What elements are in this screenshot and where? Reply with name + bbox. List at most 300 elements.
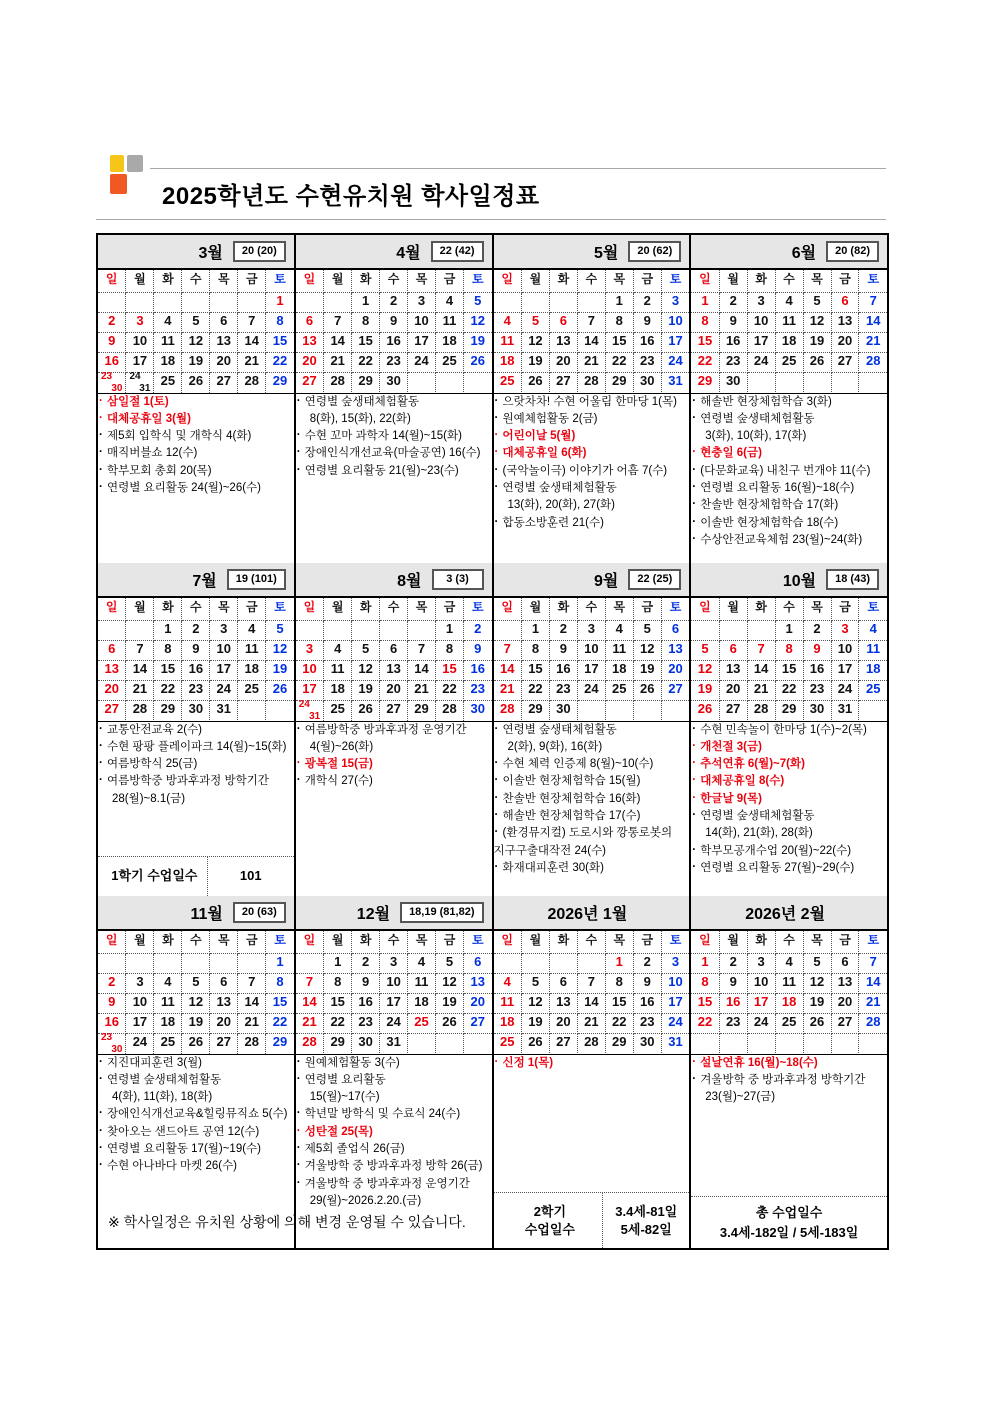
- day-cell[interactable]: 2: [380, 292, 408, 312]
- day-cell[interactable]: 28: [577, 372, 605, 392]
- day-cell[interactable]: 9: [719, 312, 747, 332]
- day-cell[interactable]: 6: [98, 640, 126, 660]
- day-cell[interactable]: 29: [154, 700, 182, 720]
- day-cell[interactable]: 9: [719, 973, 747, 993]
- day-cell[interactable]: 29: [605, 372, 633, 392]
- day-cell[interactable]: 30: [803, 700, 831, 720]
- day-cell[interactable]: 5: [266, 620, 294, 640]
- day-cell[interactable]: 2: [98, 973, 126, 993]
- day-cell[interactable]: 7: [408, 640, 436, 660]
- day-cell[interactable]: 1: [324, 953, 352, 973]
- day-cell[interactable]: 12: [803, 312, 831, 332]
- day-cell[interactable]: 25: [154, 372, 182, 393]
- day-cell[interactable]: 10: [126, 993, 154, 1013]
- day-cell[interactable]: 12: [691, 660, 719, 680]
- day-cell[interactable]: 1: [691, 953, 719, 973]
- day-cell[interactable]: 12: [463, 312, 491, 332]
- day-cell[interactable]: 28: [296, 1033, 324, 1053]
- day-cell[interactable]: 25: [859, 680, 887, 700]
- day-cell[interactable]: 2: [633, 953, 661, 973]
- day-cell[interactable]: 5: [436, 953, 464, 973]
- day-cell[interactable]: 31: [668, 372, 683, 388]
- day-cell[interactable]: 22: [436, 680, 464, 700]
- day-cell[interactable]: 19: [182, 1013, 210, 1033]
- day-cell[interactable]: 25: [494, 1033, 522, 1053]
- day-cell[interactable]: 26: [521, 372, 549, 392]
- day-cell[interactable]: 7: [859, 953, 887, 973]
- day-cell[interactable]: 9: [633, 973, 661, 993]
- day-cell[interactable]: 28: [238, 372, 266, 393]
- day-cell[interactable]: 15: [691, 332, 719, 352]
- day-cell[interactable]: 17: [126, 352, 154, 372]
- day-cell[interactable]: 10: [661, 312, 689, 332]
- day-cell[interactable]: 22: [605, 1013, 633, 1033]
- day-cell[interactable]: 10: [126, 332, 154, 352]
- day-cell[interactable]: 19: [633, 660, 661, 680]
- day-cell[interactable]: 27: [831, 352, 859, 372]
- day-cell[interactable]: 24: [747, 352, 775, 372]
- day-cell[interactable]: 3: [747, 292, 775, 312]
- day-cell[interactable]: 21: [324, 352, 352, 372]
- day-cell[interactable]: 30: [380, 372, 408, 392]
- day-cell[interactable]: 26: [521, 1033, 549, 1053]
- day-cell[interactable]: 28: [126, 700, 154, 720]
- day-cell[interactable]: 31: [380, 1033, 408, 1053]
- day-cell[interactable]: 16: [463, 660, 491, 680]
- day-cell[interactable]: 3: [408, 292, 436, 312]
- day-cell[interactable]: 4: [605, 620, 633, 640]
- day-cell[interactable]: 25: [775, 1013, 803, 1033]
- day-cell[interactable]: 16: [98, 1013, 126, 1033]
- day-cell[interactable]: 20: [463, 993, 491, 1013]
- day-cell[interactable]: 30: [352, 1033, 380, 1053]
- day-cell[interactable]: 27: [549, 1033, 577, 1053]
- day-cell[interactable]: 2: [719, 292, 747, 312]
- day-cell[interactable]: 13: [463, 973, 491, 993]
- day-cell[interactable]: 19: [352, 680, 380, 700]
- day-cell[interactable]: 22: [324, 1013, 352, 1033]
- day-cell[interactable]: 16: [803, 660, 831, 680]
- day-cell[interactable]: 13: [831, 973, 859, 993]
- day-cell[interactable]: 18: [408, 993, 436, 1013]
- day-cell[interactable]: 21: [126, 680, 154, 700]
- day-cell[interactable]: 15: [436, 660, 464, 680]
- day-cell[interactable]: 15: [775, 660, 803, 680]
- day-cell[interactable]: 18: [238, 660, 266, 680]
- day-cell[interactable]: 29: [352, 372, 380, 392]
- day-cell[interactable]: 4: [238, 620, 266, 640]
- day-cell[interactable]: 21: [296, 1013, 324, 1033]
- day-cell[interactable]: 21: [577, 352, 605, 372]
- day-cell[interactable]: 11: [408, 973, 436, 993]
- day-cell[interactable]: 4: [408, 953, 436, 973]
- day-cell[interactable]: 20: [831, 993, 859, 1013]
- day-cell[interactable]: 27: [463, 1013, 491, 1033]
- day-cell[interactable]: 27: [210, 372, 238, 393]
- day-cell[interactable]: 17: [126, 1013, 154, 1033]
- day-cell[interactable]: 16: [380, 332, 408, 352]
- day-cell[interactable]: 21: [577, 1013, 605, 1033]
- day-cell[interactable]: 29: [521, 700, 549, 720]
- day-cell[interactable]: 25: [494, 372, 522, 392]
- day-cell[interactable]: 12: [521, 993, 549, 1013]
- day-cell[interactable]: 25: [154, 1033, 182, 1054]
- day-cell[interactable]: 7: [577, 973, 605, 993]
- day-cell[interactable]: 29: [691, 372, 719, 392]
- day-cell[interactable]: 28: [577, 1033, 605, 1053]
- day-cell[interactable]: 14: [577, 332, 605, 352]
- day-cell[interactable]: 13: [210, 332, 238, 352]
- day-cell[interactable]: 18: [605, 660, 633, 680]
- day-cell[interactable]: 28: [859, 1013, 887, 1033]
- day-cell[interactable]: 20: [831, 332, 859, 352]
- day-cell[interactable]: 14: [747, 660, 775, 680]
- day-cell[interactable]: 14: [126, 660, 154, 680]
- day-cell[interactable]: 15: [352, 332, 380, 352]
- day-cell[interactable]: 14: [859, 973, 887, 993]
- day-cell[interactable]: 17: [577, 660, 605, 680]
- day-cell[interactable]: 10: [661, 973, 689, 993]
- day-cell[interactable]: 4: [154, 312, 182, 332]
- day-cell[interactable]: 23 30: [98, 372, 126, 393]
- day-cell[interactable]: 10: [831, 640, 859, 660]
- day-cell[interactable]: 18: [775, 332, 803, 352]
- day-cell[interactable]: 1: [352, 292, 380, 312]
- day-cell[interactable]: 8: [691, 973, 719, 993]
- day-cell[interactable]: 15: [691, 993, 719, 1013]
- day-cell[interactable]: 31: [668, 1033, 683, 1049]
- day-cell[interactable]: 23: [463, 680, 491, 700]
- day-cell[interactable]: 24 31: [296, 700, 324, 721]
- day-cell[interactable]: 26: [803, 1013, 831, 1033]
- day-cell[interactable]: 17: [408, 332, 436, 352]
- day-cell[interactable]: 8: [691, 312, 719, 332]
- day-cell[interactable]: 6: [831, 292, 859, 312]
- day-cell[interactable]: 3: [831, 620, 859, 640]
- day-cell[interactable]: 18: [494, 1013, 522, 1033]
- day-cell[interactable]: 21: [408, 680, 436, 700]
- day-cell[interactable]: 14: [238, 993, 266, 1013]
- day-cell[interactable]: 23 30: [98, 1033, 126, 1054]
- day-cell[interactable]: 17: [661, 332, 689, 352]
- day-cell[interactable]: 30: [182, 700, 210, 720]
- day-cell[interactable]: 4: [436, 292, 464, 312]
- day-cell[interactable]: 24: [747, 1013, 775, 1033]
- day-cell[interactable]: 6: [549, 973, 577, 993]
- day-cell[interactable]: 11: [324, 660, 352, 680]
- day-cell[interactable]: 4: [775, 953, 803, 973]
- day-cell[interactable]: 3: [661, 953, 689, 973]
- day-cell[interactable]: 21: [494, 680, 522, 700]
- day-cell[interactable]: 12: [633, 640, 661, 660]
- day-cell[interactable]: 23: [719, 352, 747, 372]
- day-cell[interactable]: 27: [210, 1033, 238, 1054]
- day-cell[interactable]: 1: [154, 620, 182, 640]
- day-cell[interactable]: 21: [859, 993, 887, 1013]
- day-cell[interactable]: 30: [470, 700, 485, 716]
- day-cell[interactable]: 30: [633, 1033, 661, 1053]
- day-cell[interactable]: 22: [266, 1013, 294, 1033]
- day-cell[interactable]: 26: [463, 352, 491, 372]
- day-cell[interactable]: 26: [803, 352, 831, 372]
- day-cell[interactable]: 17: [210, 660, 238, 680]
- day-cell[interactable]: 23: [633, 352, 661, 372]
- day-cell[interactable]: 30: [549, 700, 577, 720]
- day-cell[interactable]: 25: [408, 1013, 436, 1033]
- day-cell[interactable]: 25: [775, 352, 803, 372]
- day-cell[interactable]: 15: [266, 993, 294, 1013]
- day-cell[interactable]: 8: [324, 973, 352, 993]
- day-cell[interactable]: 2: [803, 620, 831, 640]
- day-cell[interactable]: 4: [494, 312, 522, 332]
- day-cell[interactable]: 19: [436, 993, 464, 1013]
- day-cell[interactable]: 27: [549, 372, 577, 392]
- day-cell[interactable]: 2: [549, 620, 577, 640]
- day-cell[interactable]: 15: [521, 660, 549, 680]
- day-cell[interactable]: 28: [859, 352, 887, 372]
- day-cell[interactable]: 24: [380, 1013, 408, 1033]
- day-cell[interactable]: 16: [719, 993, 747, 1013]
- day-cell[interactable]: 7: [494, 640, 522, 660]
- day-cell[interactable]: 11: [775, 312, 803, 332]
- day-cell[interactable]: 10: [408, 312, 436, 332]
- day-cell[interactable]: 29: [605, 1033, 633, 1053]
- day-cell[interactable]: 24: [210, 680, 238, 700]
- day-cell[interactable]: 16: [352, 993, 380, 1013]
- day-cell[interactable]: 22: [266, 352, 294, 372]
- day-cell[interactable]: 13: [549, 332, 577, 352]
- day-cell[interactable]: 4: [859, 620, 887, 640]
- day-cell[interactable]: 15: [605, 332, 633, 352]
- day-cell[interactable]: 3: [661, 292, 689, 312]
- day-cell[interactable]: 26: [691, 700, 719, 720]
- day-cell[interactable]: 10: [577, 640, 605, 660]
- day-cell[interactable]: 20: [661, 660, 689, 680]
- day-cell[interactable]: 1: [436, 620, 464, 640]
- day-cell[interactable]: 25: [436, 352, 464, 372]
- day-cell[interactable]: 25: [605, 680, 633, 700]
- day-cell[interactable]: 28: [436, 700, 464, 721]
- day-cell[interactable]: 5: [521, 312, 549, 332]
- day-cell[interactable]: 6: [719, 640, 747, 660]
- day-cell[interactable]: 12: [352, 660, 380, 680]
- day-cell[interactable]: 1: [775, 620, 803, 640]
- day-cell[interactable]: 26: [352, 700, 380, 721]
- day-cell[interactable]: 3: [577, 620, 605, 640]
- day-cell[interactable]: 15: [266, 332, 294, 352]
- day-cell[interactable]: 16: [549, 660, 577, 680]
- day-cell[interactable]: 2: [719, 953, 747, 973]
- day-cell[interactable]: 29: [775, 700, 803, 720]
- day-cell[interactable]: 25: [238, 680, 266, 700]
- day-cell[interactable]: 8: [352, 312, 380, 332]
- day-cell[interactable]: 13: [380, 660, 408, 680]
- day-cell[interactable]: 18: [436, 332, 464, 352]
- day-cell[interactable]: 27: [296, 372, 324, 392]
- day-cell[interactable]: 19: [803, 993, 831, 1013]
- day-cell[interactable]: 26: [266, 680, 294, 700]
- day-cell[interactable]: 14: [324, 332, 352, 352]
- day-cell[interactable]: 13: [98, 660, 126, 680]
- day-cell[interactable]: 6: [661, 620, 689, 640]
- day-cell[interactable]: 19: [691, 680, 719, 700]
- day-cell[interactable]: 7: [747, 640, 775, 660]
- day-cell[interactable]: 24 31: [126, 372, 154, 393]
- day-cell[interactable]: 22: [775, 680, 803, 700]
- day-cell[interactable]: 29: [324, 1033, 352, 1053]
- day-cell[interactable]: 6: [380, 640, 408, 660]
- day-cell[interactable]: 15: [324, 993, 352, 1013]
- day-cell[interactable]: 19: [463, 332, 491, 352]
- day-cell[interactable]: 25: [324, 700, 352, 721]
- day-cell[interactable]: 10: [747, 312, 775, 332]
- day-cell[interactable]: 21: [747, 680, 775, 700]
- day-cell[interactable]: 22: [691, 1013, 719, 1033]
- day-cell[interactable]: 14: [859, 312, 887, 332]
- day-cell[interactable]: 7: [126, 640, 154, 660]
- day-cell[interactable]: 14: [238, 332, 266, 352]
- day-cell[interactable]: 6: [831, 953, 859, 973]
- day-cell[interactable]: 20: [719, 680, 747, 700]
- day-cell[interactable]: 4: [775, 292, 803, 312]
- day-cell[interactable]: 12: [521, 332, 549, 352]
- day-cell[interactable]: 26: [182, 372, 210, 393]
- day-cell[interactable]: 9: [549, 640, 577, 660]
- day-cell[interactable]: 21: [238, 352, 266, 372]
- day-cell[interactable]: 6: [296, 312, 324, 332]
- day-cell[interactable]: 6: [210, 973, 238, 993]
- day-cell[interactable]: 8: [266, 973, 294, 993]
- day-cell[interactable]: 11: [494, 993, 522, 1013]
- day-cell[interactable]: 24: [831, 680, 859, 700]
- day-cell[interactable]: 17: [747, 993, 775, 1013]
- day-cell[interactable]: 17: [296, 680, 324, 700]
- day-cell[interactable]: 15: [154, 660, 182, 680]
- day-cell[interactable]: 30: [719, 372, 747, 392]
- day-cell[interactable]: 13: [549, 993, 577, 1013]
- day-cell[interactable]: 14: [296, 993, 324, 1013]
- day-cell[interactable]: 8: [154, 640, 182, 660]
- day-cell[interactable]: 22: [605, 352, 633, 372]
- day-cell[interactable]: 28: [238, 1033, 266, 1054]
- day-cell[interactable]: 1: [691, 292, 719, 312]
- day-cell[interactable]: 22: [154, 680, 182, 700]
- day-cell[interactable]: 24: [408, 352, 436, 372]
- day-cell[interactable]: 7: [859, 292, 887, 312]
- day-cell[interactable]: 2: [352, 953, 380, 973]
- day-cell[interactable]: 8: [605, 312, 633, 332]
- day-cell[interactable]: 20: [296, 352, 324, 372]
- day-cell[interactable]: 11: [605, 640, 633, 660]
- day-cell[interactable]: 12: [436, 973, 464, 993]
- day-cell[interactable]: 19: [521, 352, 549, 372]
- day-cell[interactable]: 5: [633, 620, 661, 640]
- day-cell[interactable]: 6: [210, 312, 238, 332]
- day-cell[interactable]: 13: [661, 640, 689, 660]
- day-cell[interactable]: 24: [577, 680, 605, 700]
- day-cell[interactable]: 9: [98, 332, 126, 352]
- day-cell[interactable]: 5: [803, 292, 831, 312]
- day-cell[interactable]: 27: [98, 700, 126, 720]
- day-cell[interactable]: 12: [182, 332, 210, 352]
- day-cell[interactable]: 27: [831, 1013, 859, 1033]
- day-cell[interactable]: 2: [633, 292, 661, 312]
- day-cell[interactable]: 3: [296, 640, 324, 660]
- day-cell[interactable]: 15: [605, 993, 633, 1013]
- day-cell[interactable]: 14: [408, 660, 436, 680]
- day-cell[interactable]: 17: [831, 660, 859, 680]
- day-cell[interactable]: 2: [182, 620, 210, 640]
- day-cell[interactable]: 11: [154, 993, 182, 1013]
- day-cell[interactable]: 5: [803, 953, 831, 973]
- day-cell[interactable]: 28: [324, 372, 352, 392]
- day-cell[interactable]: 5: [182, 312, 210, 332]
- day-cell[interactable]: 12: [182, 993, 210, 1013]
- day-cell[interactable]: 17: [661, 993, 689, 1013]
- day-cell[interactable]: 19: [266, 660, 294, 680]
- day-cell[interactable]: 10: [747, 973, 775, 993]
- day-cell[interactable]: 16: [633, 993, 661, 1013]
- day-cell[interactable]: 5: [521, 973, 549, 993]
- day-cell[interactable]: 17: [747, 332, 775, 352]
- day-cell[interactable]: 14: [577, 993, 605, 1013]
- day-cell[interactable]: 11: [238, 640, 266, 660]
- day-cell[interactable]: 4: [324, 640, 352, 660]
- day-cell[interactable]: 10: [210, 640, 238, 660]
- day-cell[interactable]: 12: [266, 640, 294, 660]
- day-cell[interactable]: 3: [126, 973, 154, 993]
- day-cell[interactable]: 1: [266, 292, 294, 312]
- day-cell[interactable]: 18: [154, 1013, 182, 1033]
- day-cell[interactable]: 5: [691, 640, 719, 660]
- day-cell[interactable]: 12: [803, 973, 831, 993]
- day-cell[interactable]: 11: [494, 332, 522, 352]
- day-cell[interactable]: 23: [549, 680, 577, 700]
- day-cell[interactable]: 5: [182, 973, 210, 993]
- day-cell[interactable]: 4: [494, 973, 522, 993]
- day-cell[interactable]: 19: [521, 1013, 549, 1033]
- day-cell[interactable]: 31: [210, 700, 238, 720]
- day-cell[interactable]: 8: [436, 640, 464, 660]
- day-cell[interactable]: 21: [238, 1013, 266, 1033]
- day-cell[interactable]: 9: [182, 640, 210, 660]
- day-cell[interactable]: 18: [154, 352, 182, 372]
- day-cell[interactable]: 2: [463, 620, 491, 640]
- day-cell[interactable]: 7: [324, 312, 352, 332]
- day-cell[interactable]: 11: [775, 973, 803, 993]
- day-cell[interactable]: 18: [324, 680, 352, 700]
- day-cell[interactable]: 30: [633, 372, 661, 392]
- day-cell[interactable]: 16: [182, 660, 210, 680]
- day-cell[interactable]: 22: [352, 352, 380, 372]
- day-cell[interactable]: 10: [380, 973, 408, 993]
- day-cell[interactable]: 2: [98, 312, 126, 332]
- day-cell[interactable]: 8: [266, 312, 294, 332]
- day-cell[interactable]: 28: [747, 700, 775, 720]
- day-cell[interactable]: 31: [831, 700, 859, 720]
- day-cell[interactable]: 24: [661, 352, 689, 372]
- day-cell[interactable]: 9: [352, 973, 380, 993]
- day-cell[interactable]: 13: [210, 993, 238, 1013]
- day-cell[interactable]: 21: [859, 332, 887, 352]
- day-cell[interactable]: 24: [661, 1013, 689, 1033]
- day-cell[interactable]: 23: [803, 680, 831, 700]
- day-cell[interactable]: 27: [661, 680, 689, 700]
- day-cell[interactable]: 16: [633, 332, 661, 352]
- day-cell[interactable]: 27: [380, 700, 408, 721]
- day-cell[interactable]: 22: [691, 352, 719, 372]
- day-cell[interactable]: 29: [272, 1033, 288, 1049]
